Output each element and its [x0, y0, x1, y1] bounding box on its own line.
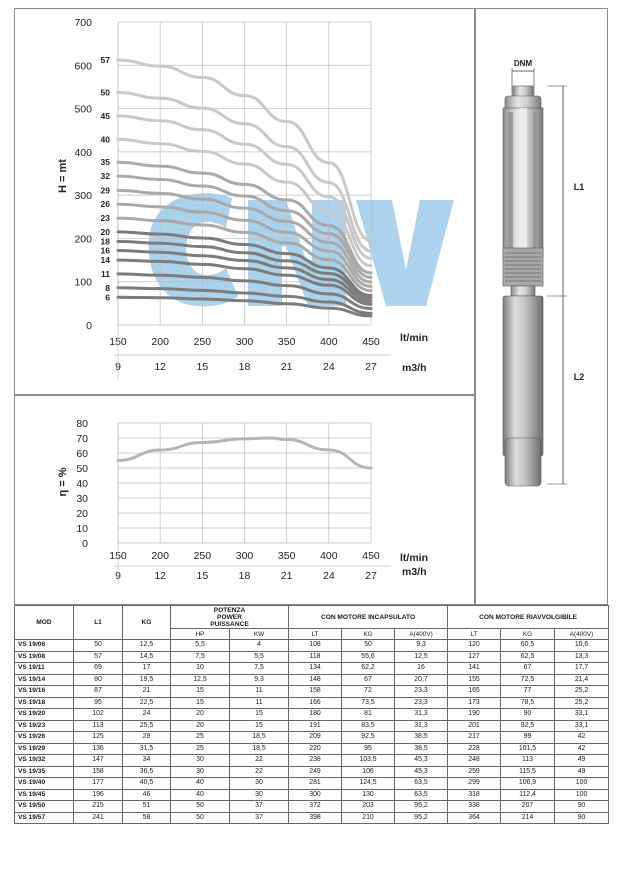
table-cell: 31,3 — [395, 709, 448, 721]
table-cell: 72 — [342, 686, 395, 698]
table-cell: 57 — [74, 651, 123, 663]
eff-x-tick-m3h: 18 — [238, 570, 251, 582]
table-cell: 11 — [230, 686, 289, 698]
model-cell: VS 19/45 — [15, 789, 74, 801]
table-row — [15, 720, 609, 732]
header-enc-lt: LT — [289, 629, 342, 640]
table-cell: 25,5 — [123, 720, 171, 732]
l1-label: L1 — [573, 182, 585, 192]
table-cell: 158 — [289, 686, 342, 698]
header-kg: KG — [123, 606, 171, 640]
header-rew-lt: LT — [448, 629, 501, 640]
header-mod: MOD — [15, 606, 74, 640]
head-curve-label: 57 — [100, 55, 110, 66]
table-cell: 12,5 — [171, 674, 230, 686]
head-y-tick: 600 — [74, 60, 92, 73]
model-cell: VS 19/23 — [15, 720, 74, 732]
head-x-tick-flow: 200 — [151, 336, 169, 348]
pump-drawing — [475, 8, 608, 605]
table-cell: 4 — [230, 640, 289, 652]
eff-y-tick: 40 — [76, 478, 88, 490]
head-y-axis-label: H = mt — [57, 159, 69, 193]
table-cell: 40 — [171, 789, 230, 801]
table-cell: 83,5 — [342, 720, 395, 732]
head-x-tick-flow: 300 — [235, 336, 254, 348]
head-x-tick-flow: 250 — [193, 336, 212, 348]
table-cell: 30 — [171, 766, 230, 778]
intake-screen — [503, 248, 543, 286]
eff-x-tick-flow: 150 — [109, 550, 127, 562]
table-row — [15, 801, 609, 813]
table-cell: 30 — [230, 778, 289, 790]
head-curve-label: 6 — [105, 292, 110, 303]
table-cell: 30 — [171, 755, 230, 767]
model-cell: VS 19/50 — [15, 801, 74, 813]
table-cell: 364 — [448, 812, 501, 824]
table-cell: 12,5 — [395, 651, 448, 663]
eff-y-tick: 60 — [76, 448, 88, 460]
table-cell: 103,5 — [342, 755, 395, 767]
head-x-unit-m3h: m3/h — [402, 362, 427, 374]
table-cell: 228 — [448, 743, 501, 755]
table-cell: 118 — [289, 651, 342, 663]
header-rew-kg: KG — [501, 629, 555, 640]
table-cell: 249 — [289, 766, 342, 778]
model-cell: VS 19/29 — [15, 743, 74, 755]
head-y-tick: 400 — [74, 146, 92, 159]
table-cell: 209 — [289, 732, 342, 744]
table-cell: 165 — [448, 686, 501, 698]
table-cell: 95 — [342, 743, 395, 755]
table-cell: 23,3 — [395, 686, 448, 698]
table-cell: 101,5 — [501, 743, 555, 755]
dnm-label: DNM — [513, 59, 533, 68]
table-cell: 113 — [74, 720, 123, 732]
head-x-tick-m3h: 9 — [115, 361, 121, 373]
head-curve-label: 50 — [100, 87, 110, 98]
table-cell: 80 — [74, 674, 123, 686]
table-cell: 125 — [74, 732, 123, 744]
table-cell: 67 — [501, 663, 555, 675]
table-cell: 196 — [74, 789, 123, 801]
eff-x-tick-flow: 200 — [151, 550, 169, 562]
header-enc-kg: KG — [342, 629, 395, 640]
eff-y-tick: 70 — [76, 433, 88, 445]
head-x-tick-m3h: 15 — [196, 361, 209, 373]
head-y-tick: 300 — [74, 190, 92, 203]
table-row — [15, 663, 609, 675]
table-cell: 31,3 — [395, 720, 448, 732]
table-cell: 81 — [342, 709, 395, 721]
table-cell: 190 — [448, 709, 501, 721]
table-cell: 127 — [448, 651, 501, 663]
head-curve-label: 16 — [100, 245, 110, 256]
eff-y-tick: 30 — [76, 493, 88, 505]
table-cell: 106 — [342, 766, 395, 778]
eff-y-tick: 80 — [76, 418, 88, 430]
table-cell: 77 — [501, 686, 555, 698]
table-cell: 16 — [395, 663, 448, 675]
head-y-tick: 500 — [74, 103, 92, 116]
table-cell: 102 — [74, 709, 123, 721]
table-row — [15, 674, 609, 686]
table-cell: 214 — [501, 812, 555, 824]
table-cell: 69 — [74, 663, 123, 675]
table-cell: 21,4 — [555, 674, 609, 686]
head-x-tick-flow: 400 — [320, 336, 338, 348]
head-curve-label: 14 — [100, 255, 110, 266]
table-cell: 300 — [289, 789, 342, 801]
table-cell: 92,5 — [501, 720, 555, 732]
table-row — [15, 732, 609, 744]
table-cell: 318 — [448, 789, 501, 801]
header-rewindable-motor: CON MOTORE RIAVVOLGIBILE — [448, 606, 609, 629]
table-cell: 90 — [555, 812, 609, 824]
table-cell: 166 — [289, 697, 342, 709]
table-cell: 259 — [448, 766, 501, 778]
table-cell: 50 — [171, 801, 230, 813]
table-cell: 73,5 — [342, 697, 395, 709]
table-cell: 177 — [74, 778, 123, 790]
header-hp: HP — [171, 629, 230, 640]
table-cell: 38,5 — [395, 732, 448, 744]
table-cell: 248 — [448, 755, 501, 767]
table-cell: 238 — [289, 755, 342, 767]
table-cell: 112,4 — [501, 789, 555, 801]
eff-x-tick-flow: 450 — [362, 550, 380, 562]
head-y-tick: 700 — [74, 17, 92, 29]
model-cell: VS 19/26 — [15, 732, 74, 744]
table-cell: 50 — [171, 812, 230, 824]
table-cell: 62,2 — [342, 663, 395, 675]
header-encapsulated-motor: CON MOTORE INCAPSULATO — [289, 606, 448, 629]
table-cell: 120 — [448, 640, 501, 652]
head-curve-label: 11 — [101, 268, 110, 279]
table-cell: 46 — [123, 789, 171, 801]
table-cell: 18,5 — [230, 732, 289, 744]
table-cell: 180 — [289, 709, 342, 721]
table-cell: 17,7 — [555, 663, 609, 675]
table-cell: 136 — [74, 743, 123, 755]
table-cell: 90 — [501, 709, 555, 721]
table-cell: 22 — [230, 766, 289, 778]
efficiency-chart-frame — [14, 395, 475, 605]
header-kw: KW — [230, 629, 289, 640]
table-cell: 67 — [342, 674, 395, 686]
table-cell: 15 — [230, 709, 289, 721]
eff-x-tick-m3h: 9 — [115, 570, 121, 582]
table-cell: 299 — [448, 778, 501, 790]
table-cell: 25 — [171, 732, 230, 744]
table-cell: 15 — [171, 686, 230, 698]
table-cell: 38,5 — [395, 743, 448, 755]
table-cell: 108 — [289, 640, 342, 652]
table-cell: 9,3 — [230, 674, 289, 686]
table-cell: 115,5 — [501, 766, 555, 778]
model-cell: VS 19/57 — [15, 812, 74, 824]
head-curve-label: 35 — [100, 157, 110, 168]
model-cell: VS 19/18 — [15, 697, 74, 709]
table-cell: 372 — [289, 801, 342, 813]
eff-x-tick-flow: 300 — [235, 550, 254, 562]
table-row — [15, 789, 609, 801]
table-cell: 173 — [448, 697, 501, 709]
eff-x-unit-m3h: m3/h — [402, 566, 427, 578]
table-cell: 63,5 — [395, 778, 448, 790]
table-cell: 155 — [448, 674, 501, 686]
table-cell: 95,2 — [395, 812, 448, 824]
head-x-tick-flow: 450 — [362, 336, 380, 348]
table-cell: 72,5 — [501, 674, 555, 686]
table-cell: 95,2 — [395, 801, 448, 813]
head-curve-label: 20 — [100, 226, 110, 237]
table-cell: 37 — [230, 801, 289, 813]
table-cell: 36,5 — [123, 766, 171, 778]
model-cell: VS 19/40 — [15, 778, 74, 790]
table-cell: 25 — [171, 743, 230, 755]
table-cell: 20 — [171, 720, 230, 732]
head-x-unit-flow: lt/min — [400, 332, 428, 344]
table-cell: 78,5 — [501, 697, 555, 709]
table-row — [15, 755, 609, 767]
table-cell: 203 — [342, 801, 395, 813]
eff-y-tick: 0 — [82, 538, 88, 550]
table-cell: 49 — [555, 755, 609, 767]
head-curve-label: 8 — [105, 282, 110, 293]
table-cell: 220 — [289, 743, 342, 755]
head-x-tick-m3h: 21 — [280, 361, 293, 373]
table-cell: 42 — [555, 743, 609, 755]
table-row — [15, 640, 609, 652]
eff-x-tick-flow: 250 — [193, 550, 212, 562]
table-cell: 29 — [123, 732, 171, 744]
table-cell: 134 — [289, 663, 342, 675]
table-cell: 191 — [289, 720, 342, 732]
head-x-tick-m3h: 18 — [238, 361, 251, 373]
table-cell: 106,9 — [501, 778, 555, 790]
head-y-tick: 100 — [74, 276, 92, 289]
table-cell: 100 — [555, 789, 609, 801]
table-cell: 15 — [230, 720, 289, 732]
eff-x-tick-m3h: 24 — [322, 570, 335, 582]
table-cell: 113 — [501, 755, 555, 767]
table-cell: 7,5 — [230, 663, 289, 675]
table-cell: 25,2 — [555, 686, 609, 698]
head-x-tick-m3h: 24 — [322, 361, 335, 373]
table-cell: 99 — [501, 732, 555, 744]
eff-y-axis-label: η = % — [57, 467, 69, 497]
table-cell: 17 — [123, 663, 171, 675]
table-cell: 7,5 — [171, 651, 230, 663]
head-x-tick-m3h: 27 — [365, 361, 377, 373]
table-row — [15, 778, 609, 790]
table-cell: 49 — [555, 766, 609, 778]
eff-x-tick-m3h: 21 — [280, 570, 293, 582]
table-cell: 217 — [448, 732, 501, 744]
table-cell: 201 — [448, 720, 501, 732]
table-cell: 45,3 — [395, 766, 448, 778]
table-cell: 92,5 — [342, 732, 395, 744]
model-cell: VS 19/32 — [15, 755, 74, 767]
eff-x-tick-m3h: 15 — [196, 570, 209, 582]
table-cell: 130 — [342, 789, 395, 801]
head-x-tick-flow: 150 — [109, 336, 127, 348]
table-cell: 42 — [555, 732, 609, 744]
head-x-tick-m3h: 12 — [154, 361, 167, 373]
table-cell: 10 — [171, 663, 230, 675]
table-cell: 31,5 — [123, 743, 171, 755]
eff-x-tick-m3h: 12 — [154, 570, 167, 582]
table-cell: 215 — [74, 801, 123, 813]
table-cell: 5,5 — [171, 640, 230, 652]
table-cell: 141 — [448, 663, 501, 675]
table-cell: 207 — [501, 801, 555, 813]
head-y-tick: 0 — [86, 320, 92, 332]
table-cell: 241 — [74, 812, 123, 824]
header-l1: L1 — [74, 606, 123, 640]
table-row — [15, 697, 609, 709]
table-cell: 40,5 — [123, 778, 171, 790]
header-enc-amp: A(400V) — [395, 629, 448, 640]
model-cell: VS 19/06 — [15, 640, 74, 652]
head-curve-label: 32 — [100, 171, 110, 182]
table-cell: 15 — [171, 697, 230, 709]
spec-table — [14, 605, 609, 824]
table-cell: 158 — [74, 766, 123, 778]
head-curve-label: 40 — [100, 134, 110, 145]
model-cell: VS 19/08 — [15, 651, 74, 663]
table-cell: 5,5 — [230, 651, 289, 663]
table-cell: 18,5 — [230, 743, 289, 755]
table-cell: 281 — [289, 778, 342, 790]
head-x-tick-flow: 350 — [277, 336, 296, 348]
eff-x-unit-flow: lt/min — [400, 552, 428, 564]
eff-x-tick-m3h: 27 — [365, 570, 377, 582]
table-cell: 33,1 — [555, 709, 609, 721]
header-power: POTENZA POWER PUISSANCE — [171, 606, 289, 629]
table-cell: 62,5 — [501, 651, 555, 663]
table-cell: 90 — [555, 801, 609, 813]
table-cell: 95 — [74, 697, 123, 709]
model-cell: VS 19/14 — [15, 674, 74, 686]
table-cell: 398 — [289, 812, 342, 824]
table-cell: 22 — [230, 755, 289, 767]
table-cell: 23,3 — [395, 697, 448, 709]
table-cell: 87 — [74, 686, 123, 698]
table-cell: 148 — [289, 674, 342, 686]
table-cell: 24 — [123, 709, 171, 721]
table-cell: 10,6 — [555, 640, 609, 652]
table-cell: 338 — [448, 801, 501, 813]
table-cell: 100 — [555, 778, 609, 790]
table-cell: 124,5 — [342, 778, 395, 790]
table-cell: 33,1 — [555, 720, 609, 732]
motor-body — [503, 296, 543, 456]
table-cell: 147 — [74, 755, 123, 767]
table-row — [15, 743, 609, 755]
header-rew-amp: A(400V) — [555, 629, 609, 640]
table-cell: 45,3 — [395, 755, 448, 767]
table-cell: 19,5 — [123, 674, 171, 686]
table-cell: 11 — [230, 697, 289, 709]
table-row — [15, 766, 609, 778]
eff-y-tick: 10 — [76, 523, 88, 535]
table-cell: 50 — [74, 640, 123, 652]
table-cell: 40 — [171, 778, 230, 790]
eff-y-tick: 50 — [76, 463, 88, 475]
model-cell: VS 19/16 — [15, 686, 74, 698]
head-curve-label: 29 — [100, 185, 110, 196]
model-cell: VS 19/20 — [15, 709, 74, 721]
table-row — [15, 651, 609, 663]
head-curve-label: 26 — [100, 199, 110, 210]
table-row — [15, 812, 609, 824]
table-cell: 25,2 — [555, 697, 609, 709]
table-cell: 37 — [230, 812, 289, 824]
table-cell: 14,5 — [123, 651, 171, 663]
head-y-tick: 200 — [74, 233, 92, 246]
l2-label: L2 — [573, 372, 585, 382]
table-cell: 63,5 — [395, 789, 448, 801]
table-cell: 50 — [342, 640, 395, 652]
table-cell: 58 — [123, 812, 171, 824]
table-cell: 12,5 — [123, 640, 171, 652]
table-row — [15, 709, 609, 721]
model-cell: VS 19/11 — [15, 663, 74, 675]
table-cell: 51 — [123, 801, 171, 813]
head-curve-label: 18 — [100, 236, 110, 247]
head-curve-label: 23 — [100, 213, 110, 224]
table-cell: 20 — [171, 709, 230, 721]
eff-y-tick: 20 — [76, 508, 88, 520]
table-cell: 20,7 — [395, 674, 448, 686]
table-cell: 9,3 — [395, 640, 448, 652]
table-cell: 210 — [342, 812, 395, 824]
model-cell: VS 19/35 — [15, 766, 74, 778]
table-cell: 13,3 — [555, 651, 609, 663]
eff-x-tick-flow: 400 — [320, 550, 338, 562]
head-curve-label: 45 — [100, 110, 110, 121]
table-cell: 60,5 — [501, 640, 555, 652]
table-row — [15, 686, 609, 698]
eff-x-tick-flow: 350 — [277, 550, 296, 562]
table-cell: 55,6 — [342, 651, 395, 663]
table-cell: 22,5 — [123, 697, 171, 709]
table-cell: 30 — [230, 789, 289, 801]
table-cell: 21 — [123, 686, 171, 698]
table-cell: 34 — [123, 755, 171, 767]
